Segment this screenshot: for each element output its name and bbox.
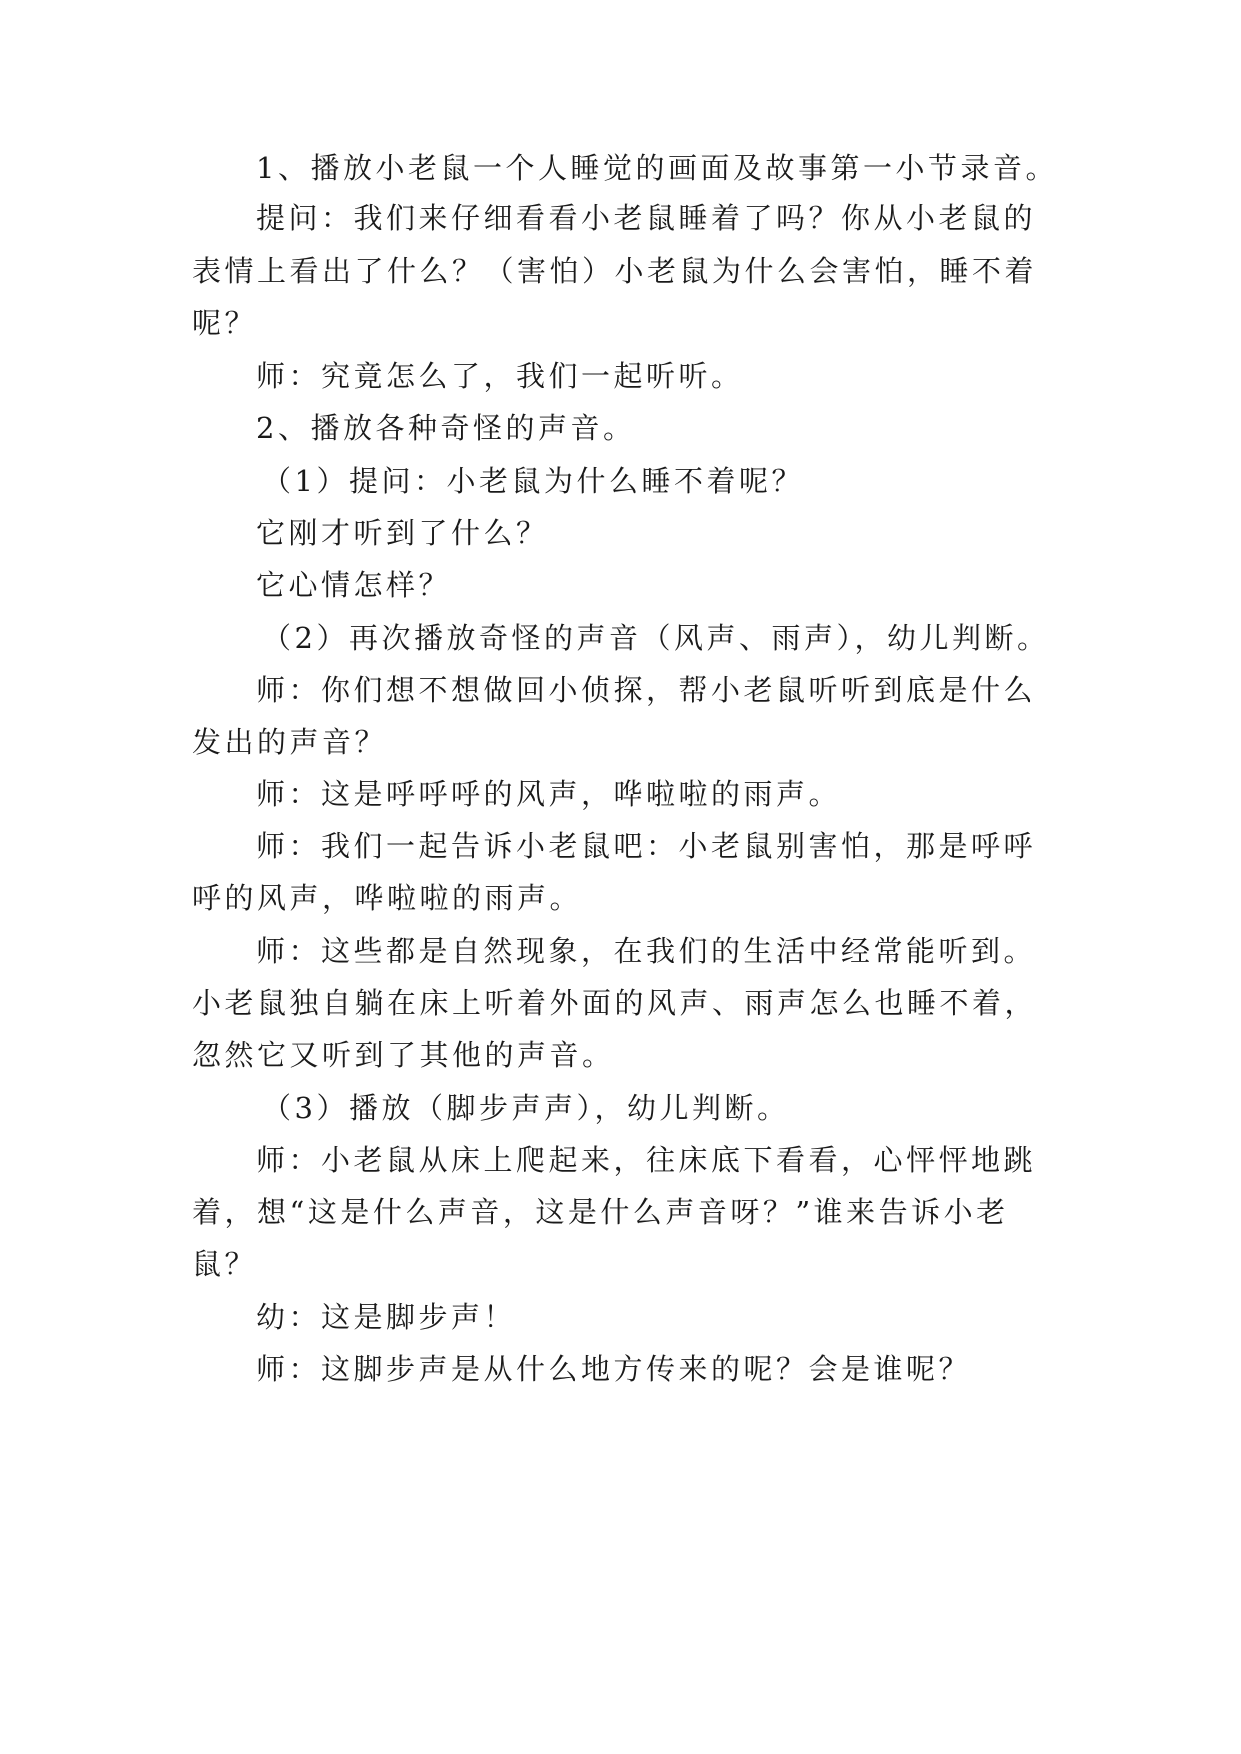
text-line: 鼠？: [192, 1247, 258, 1281]
text-line: 幼：这是脚步声！: [256, 1300, 517, 1334]
text-line: 它刚才听到了什么？: [256, 516, 549, 550]
text-line: 呼的风声，哗啦啦的雨声。: [192, 881, 583, 915]
text-line: 它心情怎样？: [256, 568, 452, 602]
text-line: 小老鼠独自躺在床上听着外面的风声、雨声怎么也睡不着，: [192, 986, 1038, 1020]
text-line: 2、播放各种奇怪的声音。: [256, 411, 636, 445]
text-line: 忽然它又听到了其他的声音。: [192, 1038, 615, 1072]
text-line: 提问：我们来仔细看看小老鼠睡着了吗？你从小老鼠的: [256, 201, 1037, 235]
text-line: 1、播放小老鼠一个人睡觉的画面及故事第一小节录音。: [256, 151, 1058, 185]
text-line: 师：这些都是自然现象，在我们的生活中经常能听到。: [256, 934, 1037, 968]
text-line: （2）再次播放奇怪的声音（风声、雨声），幼儿判断。: [262, 621, 1050, 655]
text-line: （1）提问：小老鼠为什么睡不着呢？: [262, 464, 804, 498]
text-line: （3）播放（脚步声声），幼儿判断。: [262, 1091, 790, 1125]
text-line: 师：这是呼呼呼的风声，哗啦啦的雨声。: [256, 777, 842, 811]
text-line: 呢？: [192, 306, 258, 340]
text-line: 师：我们一起告诉小老鼠吧：小老鼠别害怕，那是呼呼: [256, 829, 1037, 863]
text-line: 师：这脚步声是从什么地方传来的呢？会是谁呢？: [256, 1352, 972, 1386]
text-line: 表情上看出了什么？（害怕）小老鼠为什么会害怕，睡不着: [192, 254, 1038, 288]
text-line: 师：你们想不想做回小侦探，帮小老鼠听听到底是什么: [256, 673, 1037, 707]
text-line: 师：小老鼠从床上爬起来，往床底下看看，心怦怦地跳: [256, 1143, 1037, 1177]
text-line: 着，想“这是什么声音，这是什么声音呀？”谁来告诉小老: [192, 1195, 1009, 1229]
text-line: 师：究竟怎么了，我们一起听听。: [256, 359, 744, 393]
text-line: 发出的声音？: [192, 725, 388, 759]
